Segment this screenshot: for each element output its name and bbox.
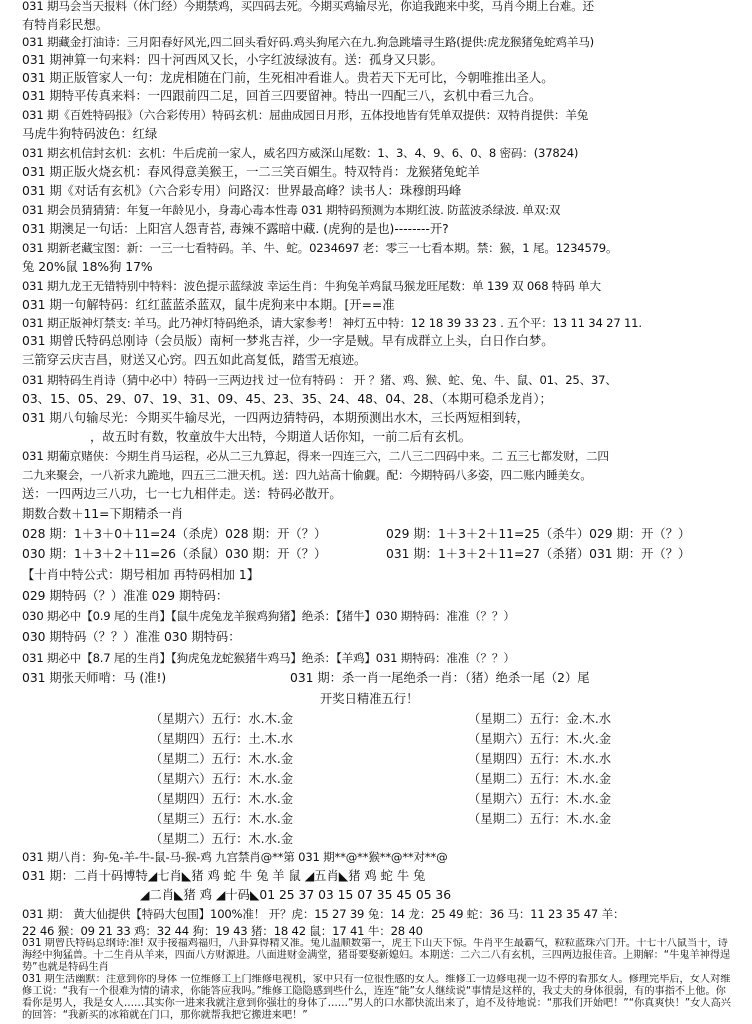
text-line: 期数合数＋11=下期精杀一肖 xyxy=(22,507,184,521)
text-line: 031 期玄机信封玄机：玄机：牛后虎前一家人，威名四方威深山尾数：1、3、4、9、6、0、8 密码：(37824) xyxy=(22,146,579,160)
text-line: ，故五时有数，牧童放牛大出特，今期道人话你知，一前二后有玄机。 xyxy=(90,430,472,444)
text-line: 031 期正版火烧玄机：春风得意美猴王，一二三笑百媚生。特双特肖：龙猴猪兔蛇羊 xyxy=(22,165,480,179)
wuxing-left-item: （星期三）五行：木.水.金 xyxy=(150,812,294,826)
text-line: 二九来聚会，一八祈求九跪地，四五三二泄天机。送：四九站高十偷觑。配：今期特码八多姿，四二账内睡美女。 xyxy=(22,468,592,482)
text-line: 031 期神算一句来料：四十河西风又长，小字红波绿波有。送：孤身又只影。 xyxy=(22,53,443,67)
wuxing-left-item: （星期二）五行：木.水.金 xyxy=(150,752,294,766)
text-line: 031 期曾氏特码总刚诗（会员版）南柯一梦兆吉祥，少一字是贼。早有成群立上头，白日作白梦。 xyxy=(22,334,554,348)
text-line: 兔 20%鼠 18%狗 17% xyxy=(22,260,153,274)
text-line: 031 期：杀一肖一尾绝杀一肖：（猪）绝杀一尾（2）尾 xyxy=(290,671,590,685)
text-line: 031 期马会当天报料（休门经）今期禁鸡，买四码去死。今期买鸡输尽光，你追我跑来中奖，马肖今期上台难。还 xyxy=(22,0,594,13)
text-line: 031 期九龙王无错特别中特料：波色提示蓝绿波 幸运生肖：牛狗兔羊鸡鼠马猴龙旺尾数：单 139 双 068 特码 单大 xyxy=(22,279,601,293)
text-line: 031 期八句输尽光：今期买牛输尽光，一四两边猜特码，本期预测出水木，三长两短相到转， xyxy=(22,411,529,425)
text-paragraph: 031 期生活幽默：注意到你的身体 一位维修工上门维修电视机，家中只有一位很性感的女人。维修工一边修电视一边不停的看那女人。修理完毕后，女人对维修工说：“我有一个很难为情的请求，你能答应我吗。”维修工隐隐感到些什么，连连“能”女人继续说“事情是这样的，我丈夫的身体很弱，有的事指不上他。你看你是男人，我是女人……其实你一进来我就注意到你强壮的身体了……”男人的口水都快流出来了，迫不及待地说：“那我们开始吧！”“你真爽快！”女人高兴的回答：“我新买的冰箱就在门口，那你就帮我把它搬进来吧！” xyxy=(22,974,731,1021)
text-line: 031 期八肖：狗-兔-羊-牛-鼠-马-猴-鸡 九宫禁肖@**第 031 期**@**猴**@**对**@ xyxy=(22,850,448,864)
text-line: 031 期：1＋3＋2＋11=27（杀猪）031 期：开（？） xyxy=(386,547,691,561)
text-line: ◢二肖◣猪 鸡 ◢十码◣01 25 37 03 15 07 35 45 05 36 xyxy=(140,888,452,902)
text-line: 031 期特平传真来料：一四跟前四二足，回首三四要留神。特出一四配三八，玄机中看三九合。 xyxy=(22,89,542,103)
text-line: 22 46 猴：09 21 33 鸡：32 44 狗：19 43 猪：18 42 鼠：17 41 牛：28 40 xyxy=(22,924,423,938)
wuxing-right-item: （星期四）五行：木.水.水 xyxy=(468,752,612,766)
text-line: 031 期正版管家人一句：龙虎相随在门前，生死相冲看谁人。贵若天下无可比，今朝唯推出圣人。 xyxy=(22,71,554,85)
text-line: 030 期特码（？？）准准 030 期特码： xyxy=(22,630,241,644)
text-paragraph: 031 期曾氏特码总纲诗:准! 双手接福鸡福归，八卦算得精又准。兔儿温顺数第一，虎王下山天下惊。牛肖平生最霸气，粒粒蓝珠六门开。十七十八鼠当十，诗海经中狗猛兽。十二生肖从羊来，四面八方财源进。八面进财金满堂，猪哥要娶新媳妇。本期送：二六二八有玄机，三四两边报佳音。上期解：“牛鬼羊神得逞势”也就是特码生肖 xyxy=(22,938,731,973)
text-line: 031 期澳足一句话：上阳宫人怨青苔, 毒辣不露暗中藏. (虎狗的是也)--------开? xyxy=(22,222,449,236)
text-line: 送：一四两边三八功，七一七九相伴走。送：特码必散开。 xyxy=(22,487,342,501)
wuxing-left-item: （星期六）五行：水.木.金 xyxy=(150,712,294,726)
wuxing-right-item: （星期六）五行：木.水.金 xyxy=(468,792,612,806)
text-line: 031 期一句解特码：红红蓝蓝杀蓝双，鼠牛虎狗来中本期。[开==准 xyxy=(22,298,395,312)
wuxing-left-item: （星期二）五行：木.水.金 xyxy=(150,832,294,846)
text-line: 029 期：1＋3＋2＋11=25（杀牛）029 期：开（？） xyxy=(386,527,691,541)
text-line: 031 期新老藏宝图：新：一三一七看特码。羊、牛、蛇。0234697 老：零三一七看本期。禁：猴，1 尾。1234579。 xyxy=(22,241,618,255)
text-line: 【十肖中特公式：期号相加 再特码相加 1】 xyxy=(22,568,259,582)
text-line: 031 期必中【8.7 尾的生肖】【狗虎兔龙蛇猴猪牛鸡马】绝杀：【羊鸡】031 期特码：准准（？？） xyxy=(22,651,515,665)
text-line: 031 期特码生肖诗（猜中必中）特码一三两边找 过一位有特码 ： 开 ？猪、鸡、猴、蛇、兔、牛、鼠、01、25、37、 xyxy=(22,373,617,387)
text-line: 三箭穿云庆吉昌，财送又心窍。四五如此高复低，踏雪无痕迹。 xyxy=(22,353,367,367)
text-line: 031 期葡京赌侠：今期生肖马运程，必从二三九算起，得来一四连三六，二八三二四码中来。二 五三七都发财，二四 xyxy=(22,449,609,463)
text-line: 029 期特码（？）准准 029 期特码： xyxy=(22,589,229,603)
wuxing-right-item: （星期二）五行：金.木.水 xyxy=(468,712,612,726)
wuxing-right-item: （星期二）五行：木.水.金 xyxy=(468,772,612,786)
wuxing-left-item: （星期四）五行：土.木.水 xyxy=(150,732,294,746)
text-line: 马虎牛狗特码波色：红绿 xyxy=(22,127,158,141)
text-line: 03、15、05、29、07、19、31、09、45、23、35、24、48、04、28、（本期可稳杀龙肖）； xyxy=(22,392,552,406)
text-line: 有特肖彩民想。 xyxy=(22,18,109,32)
wuxing-right-item: （星期六）五行：木.火.金 xyxy=(468,732,612,746)
text-line: 030 期：1＋3＋2＋11=26（杀鼠）030 期：开（？） xyxy=(22,547,327,561)
text-line: 031 期《百姓特码报》（六合彩传用）特码玄机：屈曲成园日月形，五体投地皆有凭单双提供：双特肖提供：羊兔 xyxy=(22,108,589,122)
text-line: 031 期《对话有玄机》（六合彩专用）问路汉：世界最高峰？读书人：珠穆朗玛峰 xyxy=(22,184,462,198)
wuxing-left-item: （星期六）五行：木.水.金 xyxy=(150,772,294,786)
text-line: 031 期正版神灯禁支: 羊马。此乃神灯特码绝杀，请大家参考！ 神灯五中特：12 18 39 33 23 . 五个平：13 11 34 27 11. xyxy=(22,316,642,330)
text-line: 028 期：1＋3＋0＋11=24（杀虎）028 期：开（？） xyxy=(22,527,327,541)
wuxing-left-item: （星期四）五行：木.水.金 xyxy=(150,792,294,806)
text-line: 031 期会员猜猜猜：年复一年龄见小，身毒心毒本性毒 031 期特码预测为本期红波. 防蓝波杀绿波. 单双:双 xyxy=(22,203,561,217)
text-line: 031 期： 黄大仙提供【特码大包围】100%准！ 开？虎：15 27 39 兔：14 龙：25 49 蛇：36 马：11 23 35 47 羊： xyxy=(22,907,625,921)
text-line: 031 期藏金打油诗：三月阳春好风光,四二回头看好码.鸡头狗尾六在九.狗急跳墙寻生路(提供:虎龙猴猪兔蛇鸡羊马) xyxy=(22,35,594,49)
text-line: 030 期必中【0.9 尾的生肖】【鼠牛虎兔龙羊猴鸡狗猪】绝杀：【猪牛】030 期特码：准准（？？） xyxy=(22,609,515,623)
wuxing-right-item: （星期二）五行：木.水.金 xyxy=(468,812,612,826)
text-line: 031 期张天师啃：马 (准!) xyxy=(22,671,167,685)
section-heading: 开奖日精准五行！ xyxy=(320,692,419,706)
text-line: 031 期：二肖十码博特◢七肖◣猪 鸡 蛇 牛 兔 羊 鼠 ◢五肖◣猪 鸡 蛇 牛 兔 xyxy=(22,869,426,883)
